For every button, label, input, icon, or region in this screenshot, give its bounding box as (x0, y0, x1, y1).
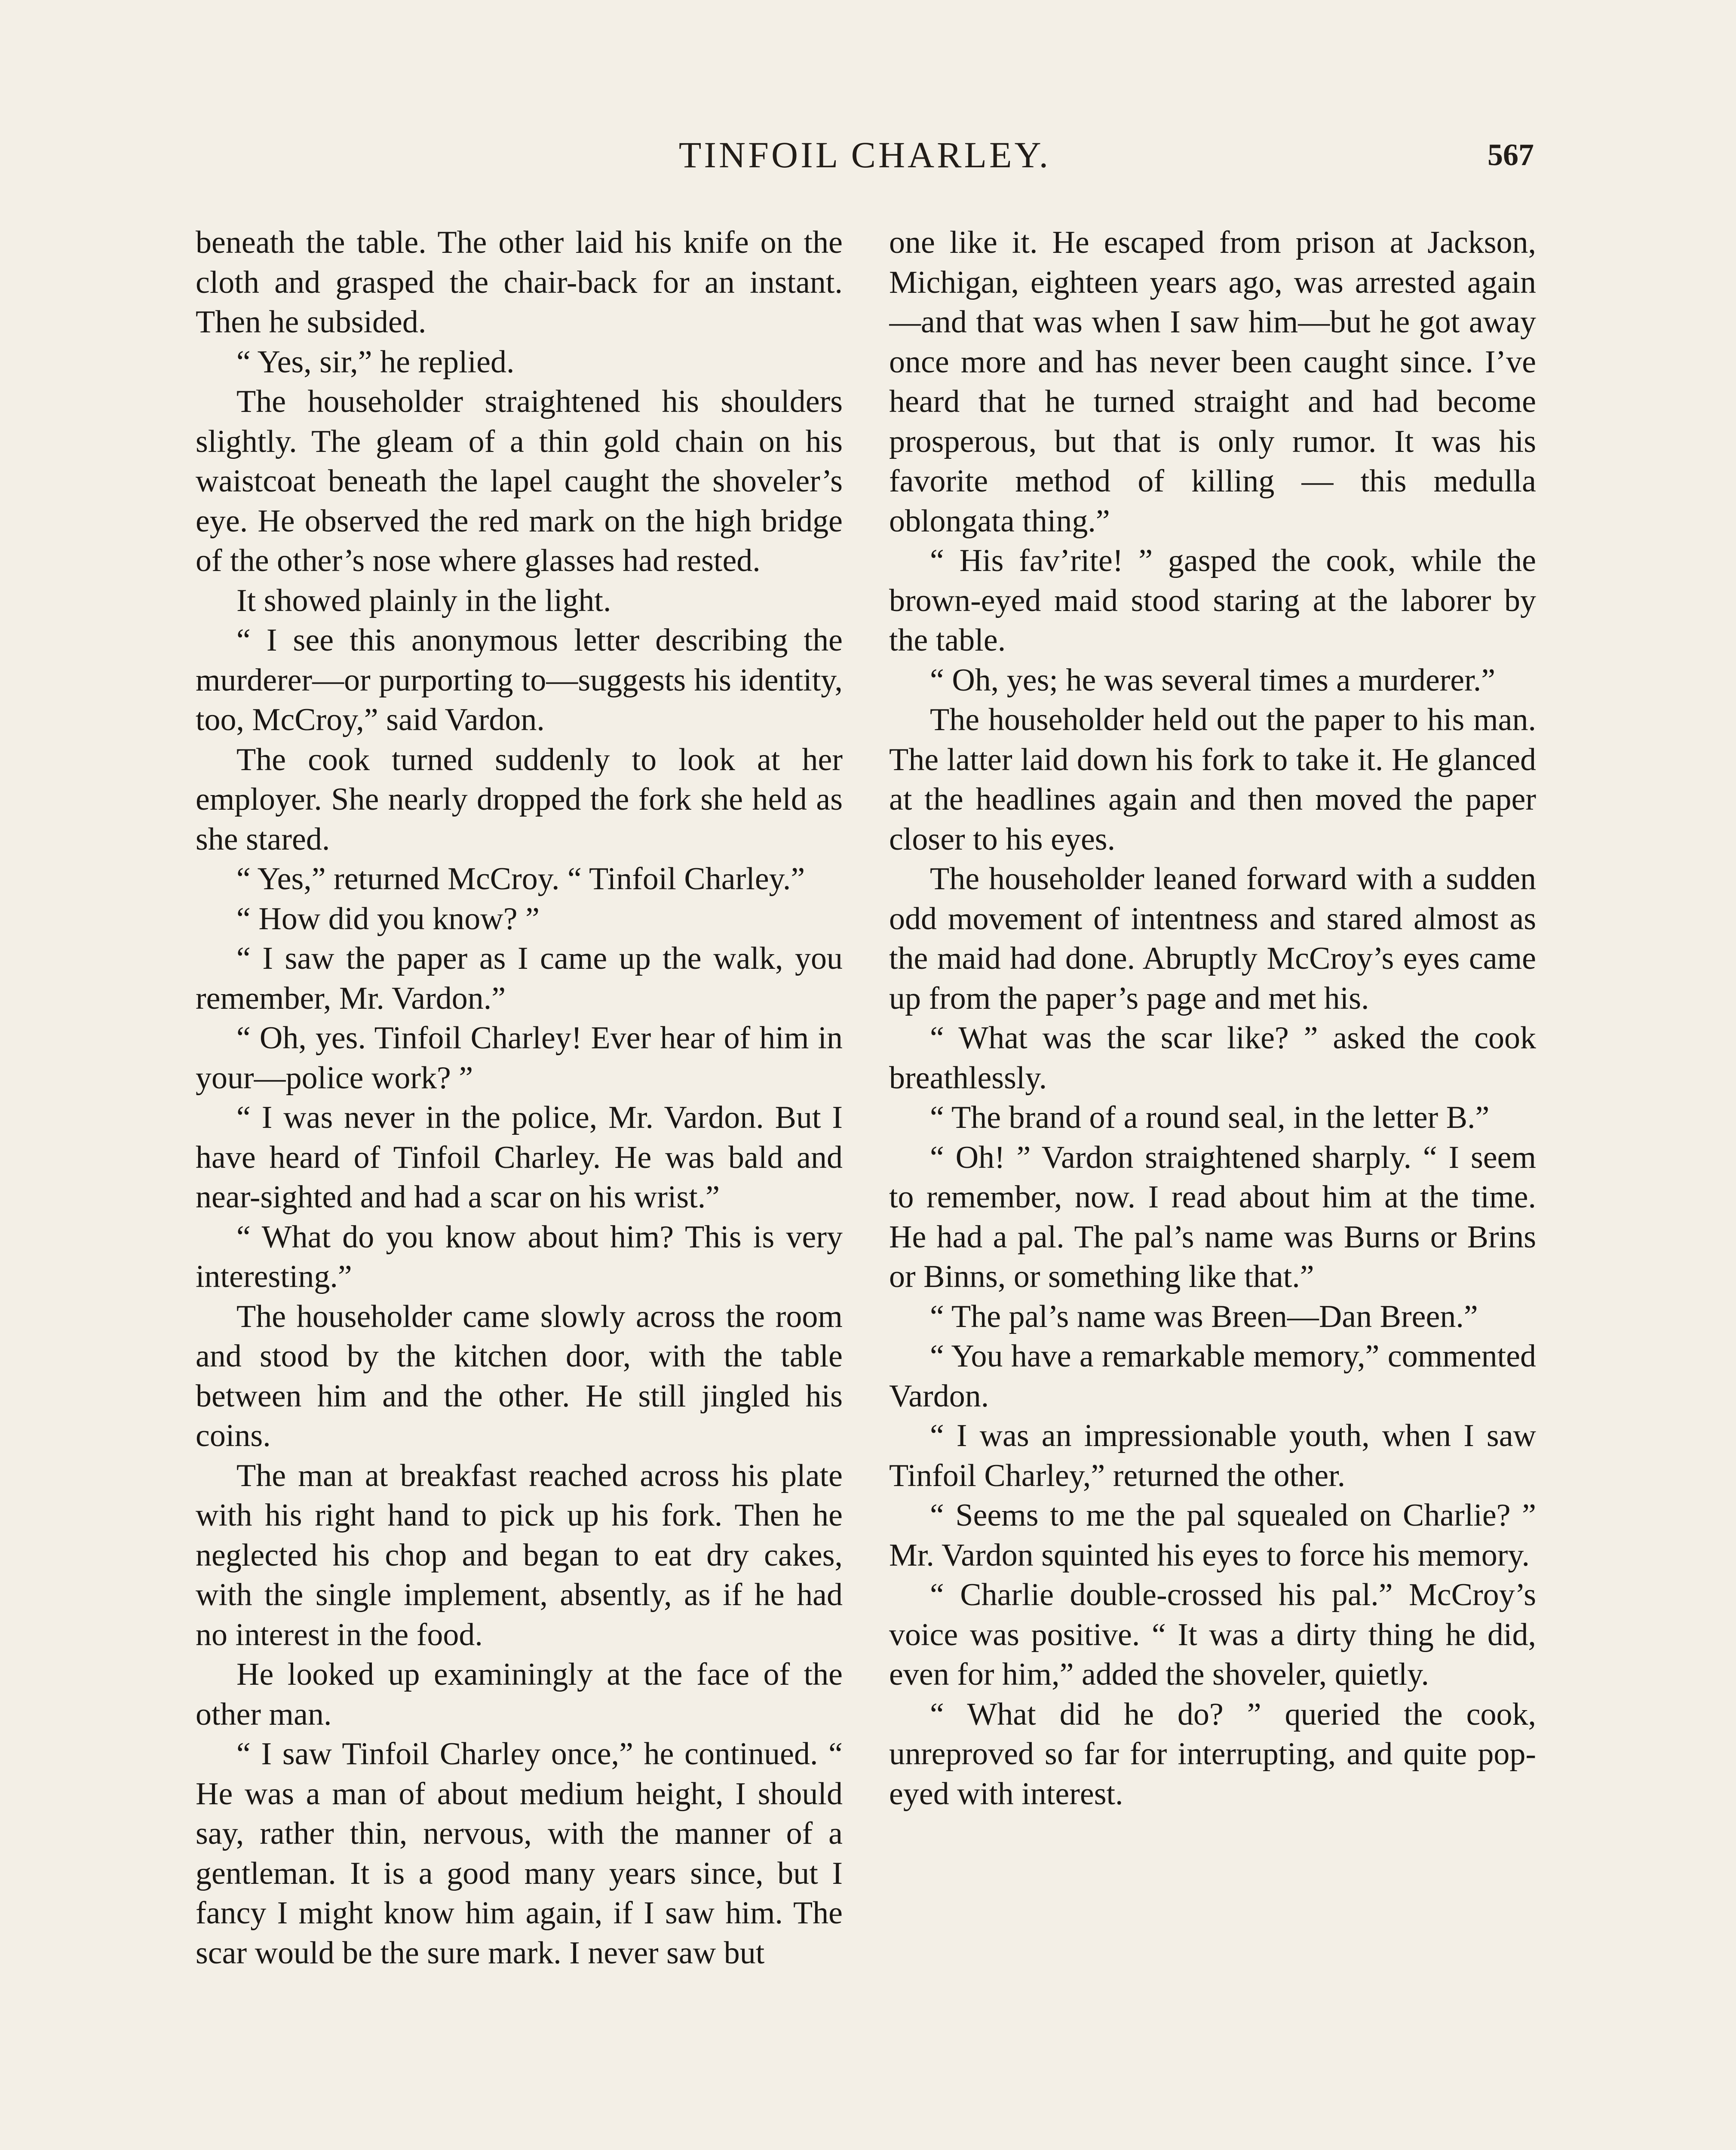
paragraph: It showed plainly in the light. (236, 583, 611, 618)
paragraph: The householder held out the paper to his man. The latter laid down his fork to take it. He glanced at the headlines again and then moved the paper closer to his eyes. (889, 702, 1536, 857)
paragraph: The man at breakfast reached across his plate with his right hand to pick up his fork. Then he neglected his chop and began to eat dry cakes, with the single implement, absently, as if he had no interest in the food. (196, 1458, 843, 1652)
paragraph: “ The brand of a round seal, in the letter B.” (930, 1100, 1490, 1135)
text-column-left (196, 223, 843, 2150)
paragraph: “ Yes,” returned McCroy. “ Tinfoil Charley.” (236, 861, 805, 897)
paragraph: “ You have a remarkable memory,” commented Vardon. (889, 1339, 1536, 1414)
paragraph: “ I saw the paper as I came up the walk, you remember, Mr. Vardon.” (196, 941, 843, 1016)
paragraph: “ Oh! ” Vardon straightened sharply. “ I seem to remember, now. I read about him at the time. He had a pal. The pal’s name was Burns or Brins or Binns, or something like that.” (889, 1140, 1536, 1294)
paragraph: “ I was an impressionable youth, when I saw Tinfoil Charley,” returned the other. (889, 1418, 1536, 1493)
paragraph: “ I saw Tinfoil Charley once,” he continued. “ He was a man of about medium height, I should say, rather thin, nervous, with the manner of a gentleman. It is a good many years since, but I fancy I might know him again, if I saw him. The scar would be the sure mark. I never saw but (196, 1736, 843, 1971)
paragraph: The householder straightened his shoulders slightly. The gleam of a thin gold chain on his waistcoat beneath the lapel caught the shoveler’s eye. He observed the red mark on the high bridge of the other’s nose where glasses had rested. (196, 384, 843, 578)
paragraph: “ I was never in the police, Mr. Vardon. But I have heard of Tinfoil Charley. He was bald and near-sighted and had a scar on his wrist.” (196, 1100, 843, 1215)
paragraph: one like it. He escaped from prison at Jackson, Michigan, eighteen years ago, was arrested again—and that was when I saw him—but he got away once more and has never been caught since. I’ve heard that he turned straight and had become prosperous, but that is only rumor. It was his favorite method of killing — this medulla oblongata thing.” (889, 225, 1536, 539)
paragraph: “ What did he do? ” queried the cook, unreproved so far for interrupting, and quite pop-eyed with interest. (889, 1696, 1536, 1812)
page-header (196, 129, 1534, 181)
page-number: 567 (1488, 138, 1534, 172)
paragraph: The householder came slowly across the room and stood by the kitchen door, with the table between him and the other. He still jingled his coins. (196, 1299, 843, 1453)
paragraph: beneath the table. The other laid his knife on the cloth and grasped the chair-back for an instant. Then he subsided. (196, 225, 843, 340)
text-column-right (889, 223, 1536, 2150)
paragraph: The cook turned suddenly to look at her employer. She nearly dropped the fork she held as she stared. (196, 742, 843, 857)
paragraph: “ What was the scar like? ” asked the cook breathlessly. (889, 1020, 1536, 1096)
paragraph: “ Seems to me the pal squealed on Charlie? ” Mr. Vardon squinted his eyes to force his memory. (889, 1498, 1536, 1573)
paragraph: “ I see this anonymous letter describing the murderer—or purporting to—suggests his identity, too, McCroy,” said Vardon. (196, 623, 843, 737)
running-title: TINFOIL CHARLEY. (678, 134, 1051, 175)
paragraph: “ What do you know about him? This is very interesting.” (196, 1219, 843, 1294)
paragraph: “ Yes, sir,” he replied. (236, 344, 515, 380)
paragraph: “ Charlie double-crossed his pal.” McCroy’s voice was positive. “ It was a dirty thing he did, even for him,” added the shoveler, quietly. (889, 1577, 1536, 1692)
paragraph: The householder leaned forward with a sudden odd movement of intentness and stared almost as the maid had done. Abruptly McCroy’s eyes came up from the paper’s page and met his. (889, 861, 1536, 1016)
paragraph: “ Oh, yes. Tinfoil Charley! Ever hear of him in your—police work? ” (196, 1020, 843, 1096)
paragraph: “ How did you know? ” (236, 901, 540, 937)
paragraph: “ His fav’rite! ” gasped the cook, while the brown-eyed maid stood staring at the laborer by the table. (889, 543, 1536, 658)
paragraph: “ The pal’s name was Breen—Dan Breen.” (930, 1299, 1478, 1334)
paragraph: He looked up examiningly at the face of the other man. (196, 1657, 843, 1732)
paragraph: “ Oh, yes; he was several times a murderer.” (930, 662, 1496, 698)
